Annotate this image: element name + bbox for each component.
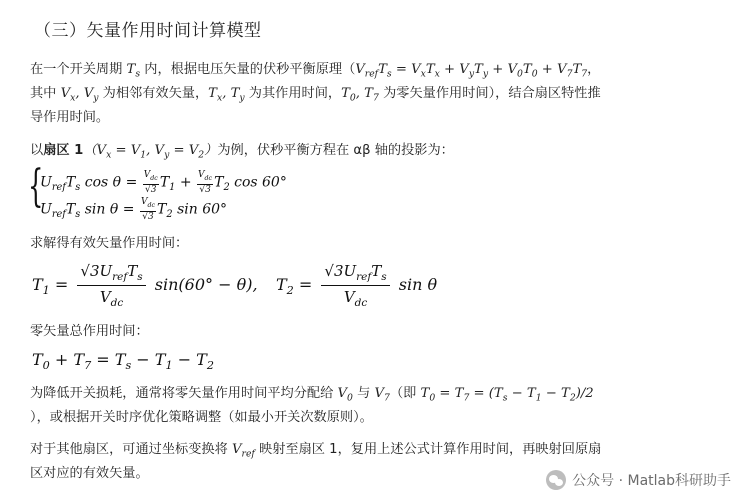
math-vref: $V_{ref}$ (232, 442, 255, 460)
text-span: （即 (389, 386, 421, 401)
text-span: 其中 (30, 86, 61, 101)
text-span: 为相邻有效矢量， (98, 86, 209, 101)
watermark (546, 470, 731, 490)
equation-t1: $T_1$ = $\frac{√3U_{ref}T_s}{V_{dc}}$ sin(60° − θ), (32, 262, 258, 309)
equation-t2: $T_2$ = $\frac{√3U_{ref}T_s}{V_{dc}}$ sin θ (276, 262, 438, 309)
section-heading: （三）矢量作用时间计算模型 (34, 21, 262, 41)
math-vx-vy: $V_x$, $V_y$ (60, 86, 99, 104)
math-sector-eq: （$V_x = V_1$, $V_y = V_2$） (83, 143, 218, 161)
fraction-t1: $\frac{√3U_{ref}T_s}{V_{dc}}$ (77, 262, 145, 309)
paragraph-derive: 导作用时间。 (30, 110, 110, 125)
math-v0-v7: $V_0$ 与 $V_7$ (337, 386, 390, 404)
math-ts: $T_s$ (126, 62, 141, 80)
text-span: 为其作用时间， (244, 86, 342, 101)
math-volt-second-eq: $V_{ref}T_s = V_xT_x + V_yT_y + V_0T_0 + V_7T_7$ (355, 62, 588, 80)
text-span: 为降低开关损耗，通常将零矢量作用时间平均分配给 (30, 386, 338, 401)
equation-system-cos: $U_{ref}T_s$ cos θ = $\frac{V_{dc}}{√3}$ $T_1$ + $\frac{V_{dc}}{√3}$ $T_2$ cos 60° (40, 170, 287, 195)
paragraph-optimization: ），或根据开关时序优化策略调整（如最小开关次数原则）。 (30, 410, 373, 425)
text-span: 为零矢量作用时间），结合扇区特性推 (378, 86, 601, 101)
paragraph-sector1 (30, 139, 730, 168)
paragraph-solve: 求解得有效矢量作用时间： (30, 236, 189, 251)
fraction-vdc-sqrt3: $\frac{V_{dc}}{√3}$ (140, 197, 156, 222)
text-span: 对于其他扇区，可通过坐标变换将 (30, 442, 233, 457)
equation-zero-vector: $T_0 + T_7 = T_s - T_1 - T_2$ (32, 350, 214, 373)
text-span: 以 (30, 143, 44, 158)
text-span: 为例，伏秒平衡方程在 αβ 轴的投影为： (217, 143, 454, 158)
paragraph-zero-total: 零矢量总作用时间： (30, 324, 149, 339)
watermark-text: 公众号 · Matlab科研助手 (572, 473, 731, 489)
fraction-vdc-sqrt3: $\frac{V_{dc}}{√3}$ (143, 170, 158, 195)
equation-brace: { (28, 161, 44, 212)
text-span: ， (587, 62, 601, 77)
text-span: 在一个开关周期 (30, 62, 127, 77)
math-zero-split: $T_0 = T_7 = (T_s - T_1 - T_2)/2$ (420, 386, 594, 404)
paragraph-mapping: 区对应的有效矢量。 (30, 466, 149, 481)
sector-label: 扇区 1 (43, 143, 84, 158)
math-tx-ty: $T_x$, $T_y$ (208, 86, 245, 104)
text-span: 映射至扇区 1，复用上述公式计算作用时间，再映射回原扇 (254, 442, 602, 457)
equation-system-sin: $U_{ref}T_s$ sin θ = $\frac{V_{dc}}{√3}$ $T_2$ sin 60° (40, 197, 228, 222)
fraction-vdc-sqrt3: $\frac{V_{dc}}{√3}$ (198, 170, 213, 195)
fraction-t2: $\frac{√3U_{ref}T_s}{V_{dc}}$ (321, 262, 389, 309)
wechat-icon (546, 470, 566, 490)
math-t0-t7: $T_0$, $T_7$ (341, 86, 379, 104)
text-span: 内，根据电压矢量的伏秒平衡原理（ (140, 62, 356, 77)
